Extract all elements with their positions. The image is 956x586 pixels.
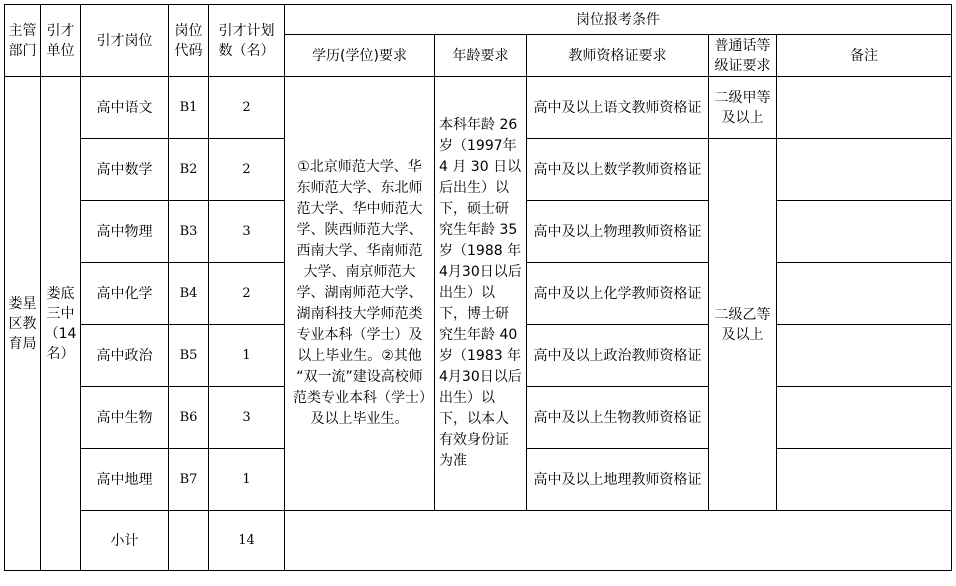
plan-cell: 2	[209, 77, 285, 139]
header-code: 岗位代码	[169, 5, 209, 77]
position-cell: 高中地理	[81, 449, 169, 511]
cert-cell: 高中及以上政治教师资格证	[527, 325, 709, 387]
header-teacher-cert: 教师资格证要求	[527, 35, 709, 77]
remarks-cell	[777, 387, 952, 449]
code-cell: B4	[169, 263, 209, 325]
cert-cell: 高中及以上生物教师资格证	[527, 387, 709, 449]
header-plan: 引才计划数（名）	[209, 5, 285, 77]
dept-cell: 娄星区教育局	[5, 77, 41, 571]
education-requirement: ①北京师范大学、华东师范大学、东北师范大学、华中师范大学、陕西师范大学、西南大学、华南师范大学、南京师范大学、湖南师范大学、湖南科技大学师范类专业本科（学士）及以上毕业生。②其他 “双一流”建设高校师范类专业本科（学士）及以上毕业生。	[285, 77, 435, 511]
code-cell: B6	[169, 387, 209, 449]
header-conditions: 岗位报考条件	[285, 5, 952, 35]
code-cell: B7	[169, 449, 209, 511]
cert-cell: 高中及以上物理教师资格证	[527, 201, 709, 263]
recruitment-table	[4, 4, 952, 571]
header-row-1	[5, 5, 952, 35]
subtotal-code-empty	[169, 511, 209, 571]
remarks-cell	[777, 201, 952, 263]
cert-cell: 高中及以上语文教师资格证	[527, 77, 709, 139]
plan-cell: 1	[209, 325, 285, 387]
plan-cell: 3	[209, 387, 285, 449]
remarks-cell	[777, 139, 952, 201]
plan-cell: 1	[209, 449, 285, 511]
position-cell: 高中数学	[81, 139, 169, 201]
subtotal-value: 14	[209, 511, 285, 571]
position-cell: 高中化学	[81, 263, 169, 325]
age-requirement: 本科年龄 26 岁（1997年 4 月 30 日以后出生）以下，硕士研究生年龄 35 岁（1988 年4月30日以后出生）以下，博士研究生年龄 40 岁（1983 年4月30日以后出生）以下，以本人有效身份证为准	[435, 77, 527, 511]
subtotal-blank	[285, 511, 952, 571]
header-remarks: 备注	[777, 35, 952, 77]
position-cell: 高中生物	[81, 387, 169, 449]
remarks-cell	[777, 77, 952, 139]
code-cell: B3	[169, 201, 209, 263]
unit-cell: 娄底三中（14名）	[41, 77, 81, 571]
remarks-cell	[777, 325, 952, 387]
plan-cell: 2	[209, 139, 285, 201]
position-cell: 高中物理	[81, 201, 169, 263]
remarks-cell	[777, 263, 952, 325]
subtotal-row	[5, 511, 952, 571]
table-row	[5, 77, 952, 139]
code-cell: B5	[169, 325, 209, 387]
plan-cell: 3	[209, 201, 285, 263]
header-position: 引才岗位	[81, 5, 169, 77]
position-cell: 高中政治	[81, 325, 169, 387]
header-dept: 主管部门	[5, 5, 41, 77]
cert-cell: 高中及以上地理教师资格证	[527, 449, 709, 511]
header-age: 年龄要求	[435, 35, 527, 77]
header-education: 学历(学位)要求	[285, 35, 435, 77]
position-cell: 高中语文	[81, 77, 169, 139]
mandarin-cell-1: 二级甲等及以上	[709, 77, 777, 139]
mandarin-cell-2: 二级乙等及以上	[709, 139, 777, 511]
header-unit: 引才单位	[41, 5, 81, 77]
cert-cell: 高中及以上化学教师资格证	[527, 263, 709, 325]
code-cell: B1	[169, 77, 209, 139]
remarks-cell	[777, 449, 952, 511]
plan-cell: 2	[209, 263, 285, 325]
code-cell: B2	[169, 139, 209, 201]
cert-cell: 高中及以上数学教师资格证	[527, 139, 709, 201]
subtotal-label: 小计	[81, 511, 169, 571]
header-mandarin: 普通话等级证要求	[709, 35, 777, 77]
